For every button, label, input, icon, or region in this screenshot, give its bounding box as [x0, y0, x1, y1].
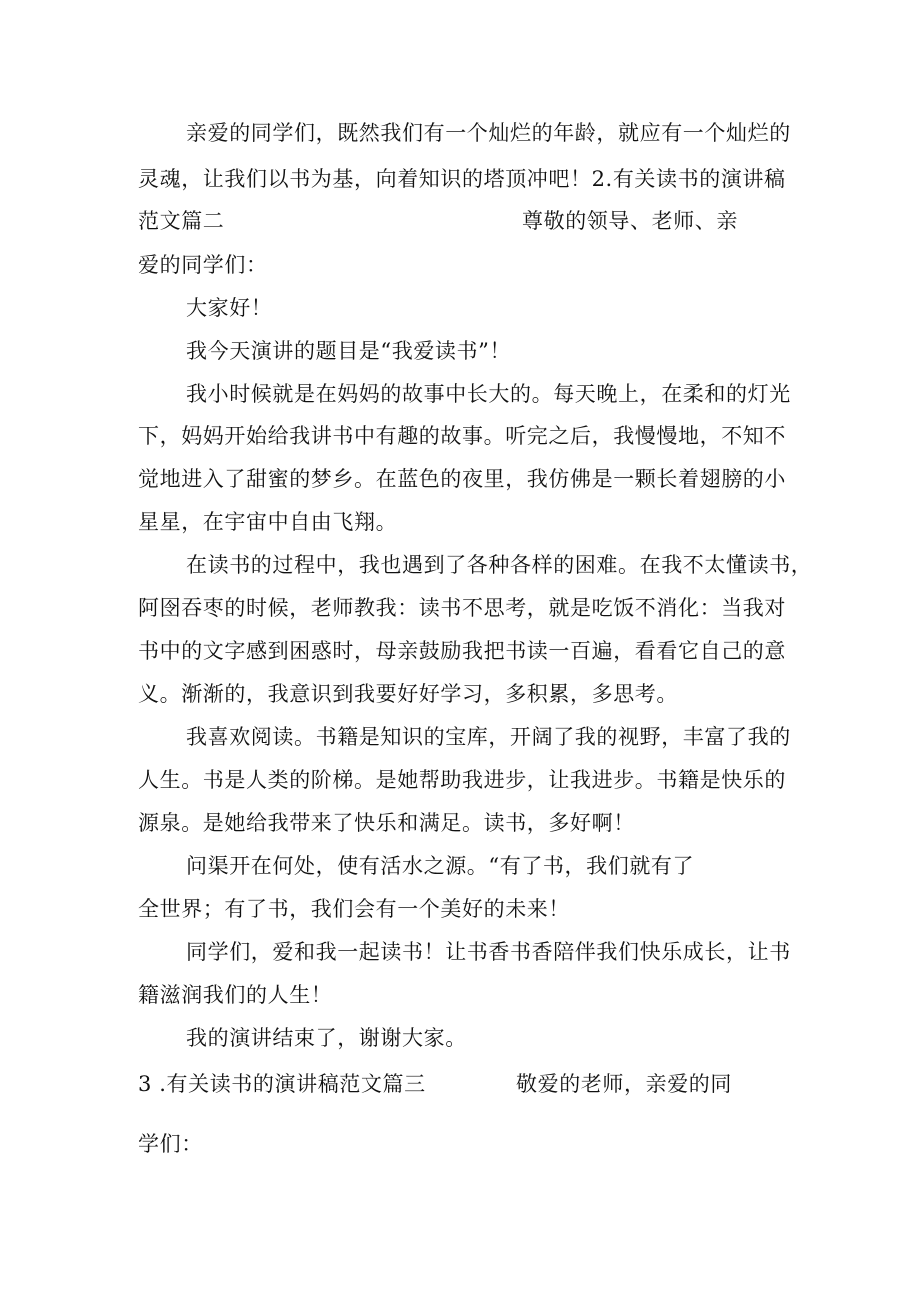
text-line: 源泉。是她给我带来了快乐和满足。读书，多好啊！ — [138, 811, 635, 835]
section-heading: 3 .有关读书的演讲稿范文篇三 — [138, 1072, 426, 1096]
text-line: 我喜欢阅读。书籍是知识的宝库，开阔了我的视野，丰富了我的 — [186, 725, 791, 749]
text-line: 书中的文字感到困惑时，母亲鼓励我把书读一百遍，看看它自己的意 — [138, 639, 786, 663]
text-line: 爱的同学们： — [138, 253, 268, 277]
text-line: 灵魂，让我们以书为基，向着知识的塔顶冲吧！2.有关读书的演讲稿 — [138, 167, 786, 191]
text-line: 问渠开在何处，使有活水之源。“有了书，我们就有了 — [186, 854, 695, 878]
text-line: 阿囹吞枣的时候，老师教我：读书不思考，就是吃饭不消化：当我对 — [138, 596, 786, 620]
salutation-text: 尊敬的领导、老师、亲 — [522, 209, 738, 233]
text-line — [138, 1069, 798, 1099]
text-line: 大家好！ — [186, 296, 273, 320]
text-line: 籍滋润我们的人生！ — [138, 983, 333, 1007]
text-line: 星星，在宇宙中自由飞翔。 — [138, 510, 398, 534]
text-line: 同学们，爱和我一起读书！让书香书香陪伴我们快乐成长，让书 — [186, 940, 791, 964]
text-line: 我的演讲结束了，谢谢大家。 — [186, 1026, 467, 1050]
text-line — [138, 206, 798, 236]
salutation-text: 敬爱的老师，亲爱的同 — [516, 1072, 732, 1096]
text-line: 义。渐渐的，我意识到我要好好学习，多积累，多思考。 — [138, 682, 678, 706]
text-line: 下，妈妈开始给我讲书中有趣的故事。听完之后，我慢慢地，不知不 — [138, 424, 786, 448]
text-line: 亲爱的同学们，既然我们有一个灿烂的年龄，就应有一个灿烂的 — [186, 121, 791, 145]
text-line: 学们： — [138, 1132, 203, 1156]
section-heading-part: 范文篇二 — [138, 209, 225, 233]
text-line: 全世界；有了书，我们会有一个美好的未来！ — [138, 897, 570, 921]
text-line: 我今天演讲的题目是“我爱读书”！ — [186, 339, 512, 363]
text-line: 觉地进入了甜蜜的梦乡。在蓝色的夜里，我仿佛是一颗长着翅膀的小 — [138, 467, 786, 491]
text-line: 人生。书是人类的阶梯。是她帮助我进步，让我进步。书籍是快乐的 — [138, 768, 786, 792]
text-line: 在读书的过程中，我也遇到了各种各样的困难。在我不太懂读书， — [186, 553, 813, 577]
text-line: 我小时候就是在妈妈的故事中长大的。每天晚上，在柔和的灯光 — [186, 382, 791, 406]
